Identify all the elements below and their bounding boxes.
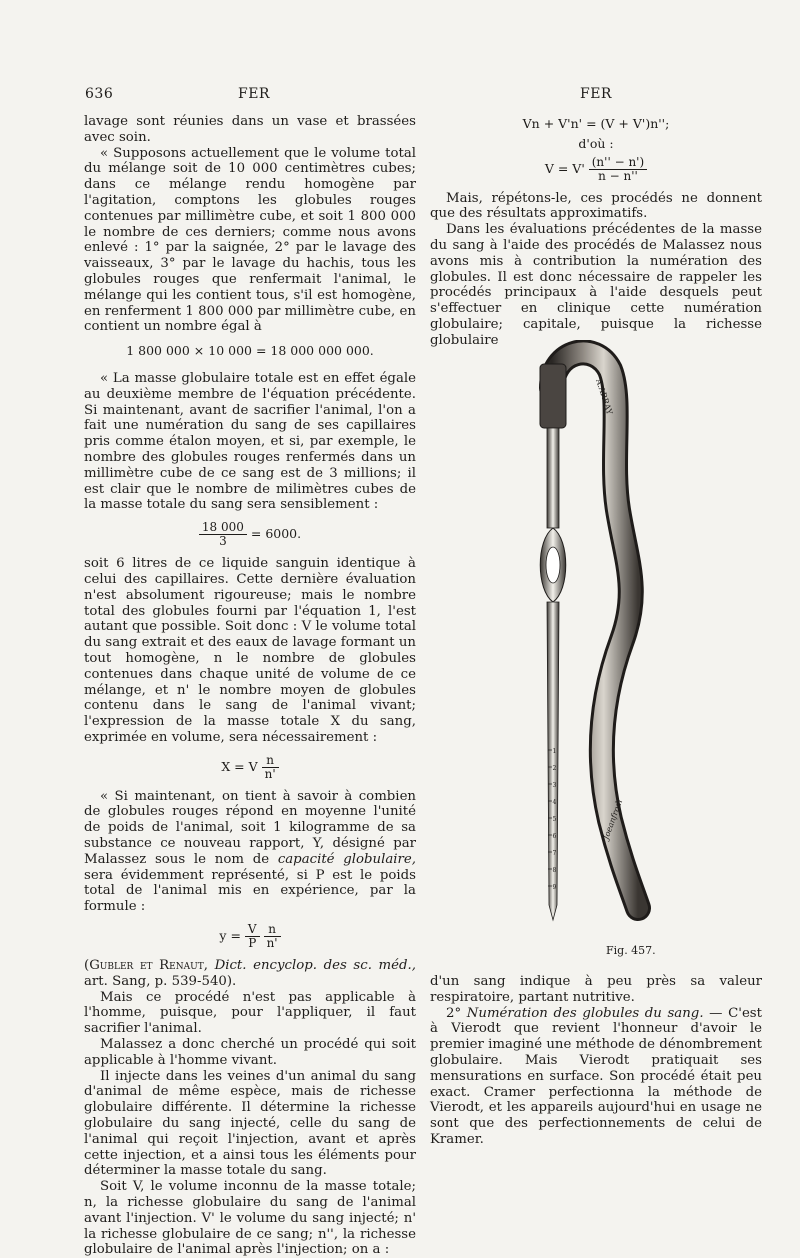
equation: $\frac{18 000}{3}$ = 6000. bbox=[84, 521, 416, 548]
running-title-left: FER bbox=[238, 86, 270, 102]
paragraph: « La masse globulaire totale est en effet égale au deuxième membre de l'équation précédente. Si maintenant, avant de sacrifier l'animal, l'on a fait une numération du sang de ses capillaires pris comme étalon moyen, et si, par exemple, le nombre des globules rouges renfermés dans un millimètre cube de ce sang est de 3 millions; il est clair que le nombre de milimètres cubes de la masse totale du sang sera sensiblement : bbox=[84, 370, 416, 513]
page-number: 636 bbox=[85, 86, 114, 102]
scale-digit: 6 bbox=[552, 833, 557, 840]
scale-digit: 3 bbox=[552, 782, 557, 789]
reference: (Gubler et Renaut, Dict. encyclop. des sc. méd., art. Sang, p. 539-540). bbox=[84, 958, 416, 989]
paragraph: « Supposons actuellement que le volume total du mélange soit de 10 000 centimètres cubes; dans ce mélange rendu homogène par l'agitation, comptons les globules rouges contenues par millimètre cube, et soit 1 800 000 le nombre de ces derniers; comme nous avons enlevé : 1° par la saignée, 2° par le lavage des vaisseaux, 3° par le lavage du hachis, tous les globules rouges que renfermait l'animal, le mélange qui les contient tous, s'il est homogène, en renferment 1 800 000 par millimètre cube, en contient un nombre égal à bbox=[84, 145, 416, 335]
equation-label: d'où : bbox=[578, 135, 614, 151]
equation: 1 800 000 × 10 000 = 18 000 000 000. bbox=[126, 343, 374, 359]
equation: y = $\frac{V}{P}$ $\frac{n}{n'}$ bbox=[84, 923, 416, 950]
melangeur-pipette-illustration bbox=[500, 340, 680, 940]
paragraph: 2° Numération des globules du sang. — C'est à Vierodt que revient l'honneur d'avoir le premier imaginé une méthode de dénombrement globulaire. Mais Vierodt pratiquait ses mensurations en surface. Son procédé était peu exact. Cramer perfectionna la méthode de Vierodt, et les appareils aujourd'hui en usage ne sont que des perfectionnements de celui de Kramer. bbox=[430, 1005, 762, 1147]
mixing-bead bbox=[546, 547, 560, 583]
paragraph: Soit V, le volume inconnu de la masse totale; n, la richesse globulaire du sang de l'animal avant l'injection. V' le volume du sang injecté; n' la richesse globulaire de ce sang; n'', la richesse globulaire de l'animal après l'injection; on a : bbox=[84, 1179, 416, 1258]
scale-digit: 1 bbox=[552, 748, 557, 755]
paragraph: d'un sang indique à peu près sa valeur respiratoire, partant nutritive. bbox=[430, 974, 762, 1005]
scale-digit: 7 bbox=[552, 850, 557, 857]
paragraph: Mais, répétons-le, ces procédés ne donnent que des résultats approximatifs. bbox=[430, 190, 762, 222]
paragraph: soit 6 litres de ce liquide sanguin identique à celui des capillaires. Cette dernière évaluation n'est absolument rigoureuse; mais le nombre total des globules fourni par l'équation 1, l'est autant que possible. Soit donc : V le volume total du sang extrait et des eaux de lavage formant un tout homogène, n le nombre de globules contenues dans chaque unité de volume de ce mélange, et n' le nombre moyen de globules contenu dans le sang de l'animal vivant; l'expression de la masse totale X du sang, exprimée en volume, sera nécessairement : bbox=[84, 556, 416, 745]
tube-maker-mark: A.ARRAY bbox=[594, 377, 615, 416]
paragraph: Dans les évaluations précédentes de la masse du sang à l'aide des procédés de Malassez nous avons mis à contribution la numération des globules. Il est donc nécessaire de rappeler les procédés principaux à l'aide desquels peut s'effectuer en clinique cette numération globulaire; capitale, puisque la richesse globulaire bbox=[430, 222, 762, 348]
scale-digit: 8 bbox=[552, 867, 557, 874]
equation: Vn + V'n' = (V + V')n''; bbox=[522, 116, 670, 131]
scale-digit: 2 bbox=[552, 765, 557, 772]
pipette-upper-stem bbox=[547, 428, 559, 528]
scale-digit: 9 bbox=[552, 884, 557, 891]
running-title-right: FER bbox=[580, 86, 612, 102]
paragraph: Malassez a donc cherché un procédé qui soit applicable à l'homme vivant. bbox=[84, 1037, 416, 1068]
paragraph: Il injecte dans les veines d'un animal du sang d'animal de même espèce, mais de richesse globulaire différente. Il détermine la richesse globulaire du sang injecté, celle du sang de l'animal qui reçoit l'injection, avant et après cette injection, et a ainsi tous les éléments pour déterminer la masse totale du sang. bbox=[84, 1068, 416, 1179]
left-column bbox=[84, 114, 416, 1258]
pipette-mouthpiece bbox=[540, 364, 566, 428]
equation: X = V $\frac{n}{n'}$ bbox=[84, 754, 416, 781]
paragraph: Mais ce procédé n'est pas applicable à l'homme, puisque, pour l'appliquer, il faut sacrifier l'animal. bbox=[84, 989, 416, 1037]
equation: V = V' $\frac{(n'' - n')}{n - n''}$ bbox=[430, 156, 762, 183]
right-column-bottom bbox=[430, 974, 762, 1148]
paragraph: lavage sont réunies dans un vase et brassées avec soin. bbox=[84, 114, 416, 145]
scale-digit: 4 bbox=[552, 799, 557, 806]
scale-digit: 5 bbox=[552, 816, 557, 823]
figure-caption: Fig. 457. bbox=[606, 944, 656, 957]
maker-signature: Joeanfrodi bbox=[601, 798, 625, 841]
right-column-top bbox=[430, 114, 762, 349]
paragraph: « Si maintenant, on tient à savoir à combien de globules rouges répond en moyenne l'unité de poids de l'animal, soit 1 kilogramme de sa substance ce nouveau rapport, Y, désigné par Malassez sous le nom de capacité globulaire, sera évidemment représenté, si P est le poids total de l'animal mis en expérience, par la formule : bbox=[84, 788, 417, 915]
